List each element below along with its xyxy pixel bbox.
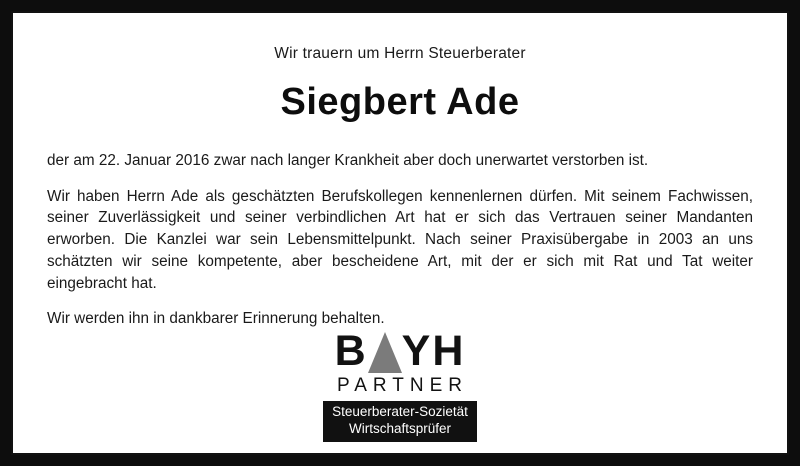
paragraph-3: Wir werden ihn in dankbarer Erinnerung behalten. [47,310,385,328]
logo-letter-a-triangle-icon [368,330,402,373]
paragraph-1: der am 22. Januar 2016 zwar nach langer Krankheit aber doch unerwartet verstorben ist. [47,152,649,169]
lead-line: Wir trauern um Herrn Steuerberater [274,45,526,62]
logo-letter-h: H [432,327,466,376]
deceased-name: Siegbert Ade [280,81,520,123]
triangle-shape [368,332,402,373]
logo-wordmark [334,327,466,376]
logo-partner-text: PARTNER [336,375,469,397]
body-text [47,150,753,330]
logo-letter-y: Y [401,327,433,376]
notice-inner-frame [11,11,789,455]
logo-letter-b: B [334,327,368,376]
paragraph-2: Wir haben Herrn Ade als geschätzten Berufskollegen kennenlernen dürfen. Mit seinem Fachwissen, seiner Zuverlässigkeit und seiner verbindlichen Art hat er sich das Vertrauen seiner Mandanten erworben. Die Kanzlei war sein Lebensmittelpunkt. Nach seiner Praxisübergabe in 2003 an uns schätzten wir seine kompetente, aber bescheidene Art, mit der er sich mit Rat und Tat weiter eingebracht hat. [47,187,753,292]
company-logo [47,327,753,444]
logo-box-line-1: Steuerberater-Sozietät [332,404,468,420]
logo-qualification-box [323,401,477,442]
logo-box-line-2: Wirtschaftsprüfer [348,420,451,436]
